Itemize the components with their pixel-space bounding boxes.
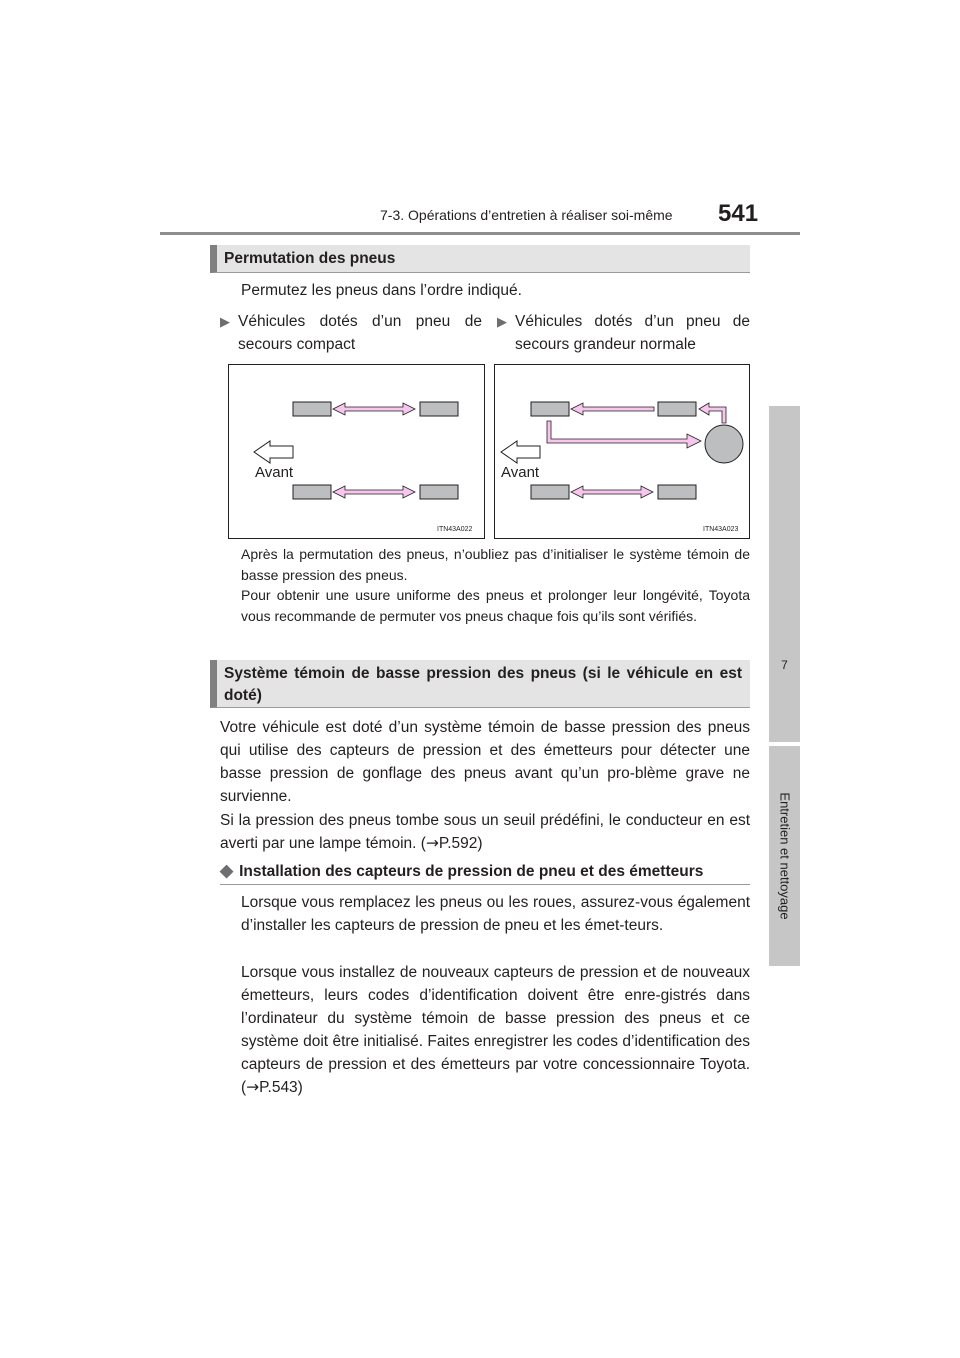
tire-rear-right xyxy=(420,485,458,499)
diagram-code: ITN43A023 xyxy=(703,526,739,533)
tpms-description: Votre véhicule est doté d’un système témoin de basse pression des pneus qui utilise des capteurs de pression et des émetteurs pour détecter une basse pression de gonflage des pneus avant qu’un pro-blème grave ne survienne. xyxy=(220,719,750,805)
tire-front-right xyxy=(293,485,331,499)
chapter-tab-title xyxy=(769,746,800,966)
tire-rear-left xyxy=(658,402,696,416)
diagram-code: ITN43A022 xyxy=(437,526,473,533)
double-arrow-bottom xyxy=(571,486,653,498)
subheading-sensor-installation xyxy=(220,858,750,885)
arrow-front-to-spare xyxy=(547,421,701,448)
section-heading-tpms: Système témoin de basse pression des pneus (si le véhicule en est doté) xyxy=(210,660,750,708)
section1-intro: Permutez les pneus dans l’ordre indiqué. xyxy=(241,282,522,299)
running-header-section: 7-3. Opérations d’entretien à réaliser soi-même xyxy=(380,207,673,223)
tire-front-left xyxy=(531,402,569,416)
front-direction-arrow-icon xyxy=(501,441,540,463)
page-number: 541 xyxy=(718,200,759,227)
arrow-spare-to-rear xyxy=(699,403,726,423)
sensor-registration-text: Lorsque vous installez de nouveaux capteurs de pression et de nouveaux émetteurs, leurs codes d’identification doivent être enre-gistrés dans l’ordinateur du système témoin de basse pression des pneus et ce système doit être initialisé. Faites enregistrer les codes d’identification des capteurs de pression et des émetteurs par votre concessionnaire Toyota. ( xyxy=(241,964,750,1096)
front-label: Avant xyxy=(255,464,294,481)
triangle-right-icon: ▶ xyxy=(220,314,230,329)
sensor-replace-note: Lorsque vous remplacez les pneus ou les roues, assurez-vous également d’installer les capteurs de pression de pneu et les émet-teurs. xyxy=(241,894,750,934)
tire-front-right xyxy=(531,485,569,499)
note-after-rotation: Après la permutation des pneus, n’oubliez pas d’initialiser le système témoin de basse pression des pneus. xyxy=(241,546,750,583)
column2-label-text: Véhicules dotés d’un pneu de secours grandeur normale xyxy=(515,313,750,353)
tire-front-left xyxy=(293,402,331,416)
page-reference-link[interactable]: P.543) xyxy=(259,1079,303,1096)
double-arrow-bottom xyxy=(333,486,415,498)
arrow-rear-to-front-top xyxy=(571,403,654,415)
rotation-diagram-full-size-spare xyxy=(494,364,750,539)
chapter-tab-number xyxy=(769,406,800,742)
rotation-diagram-compact-spare xyxy=(228,364,485,539)
front-direction-arrow-icon xyxy=(254,441,293,463)
subheading-text: Installation des capteurs de pression de pneu et des émetteurs xyxy=(239,863,704,880)
spare-tire xyxy=(705,425,743,463)
column1-label xyxy=(220,310,482,356)
triangle-right-icon: ▶ xyxy=(497,314,507,329)
tire-rear-left xyxy=(420,402,458,416)
page-reference-link[interactable]: P.592) xyxy=(438,835,483,852)
sensor-registration-note xyxy=(241,961,750,1099)
arrow-right-icon: → xyxy=(246,1078,260,1096)
front-label: Avant xyxy=(501,464,540,481)
diamond-icon: ◆ xyxy=(220,861,234,880)
tpms-warning xyxy=(220,809,750,855)
arrow-right-icon: → xyxy=(425,834,439,852)
column1-label-text: Véhicules dotés d’un pneu de secours compact xyxy=(238,313,482,353)
chapter-title: Entretien et nettoyage xyxy=(777,792,792,920)
note-uniform-wear: Pour obtenir une usure uniforme des pneus et prolonger leur longévité, Toyota vous recommande de permuter vos pneus chaque fois qu’ils sont vérifiés. xyxy=(241,587,750,624)
section-heading-tire-rotation: Permutation des pneus xyxy=(210,245,750,273)
tpms-warning-text: Si la pression des pneus tombe sous un seuil prédéfini, le conducteur en est averti par une lampe témoin. ( xyxy=(220,812,750,852)
tire-rear-right xyxy=(658,485,696,499)
column2-label xyxy=(497,310,750,356)
header-rule xyxy=(160,232,800,235)
double-arrow-top xyxy=(333,403,415,415)
chapter-number: 7 xyxy=(781,658,788,672)
